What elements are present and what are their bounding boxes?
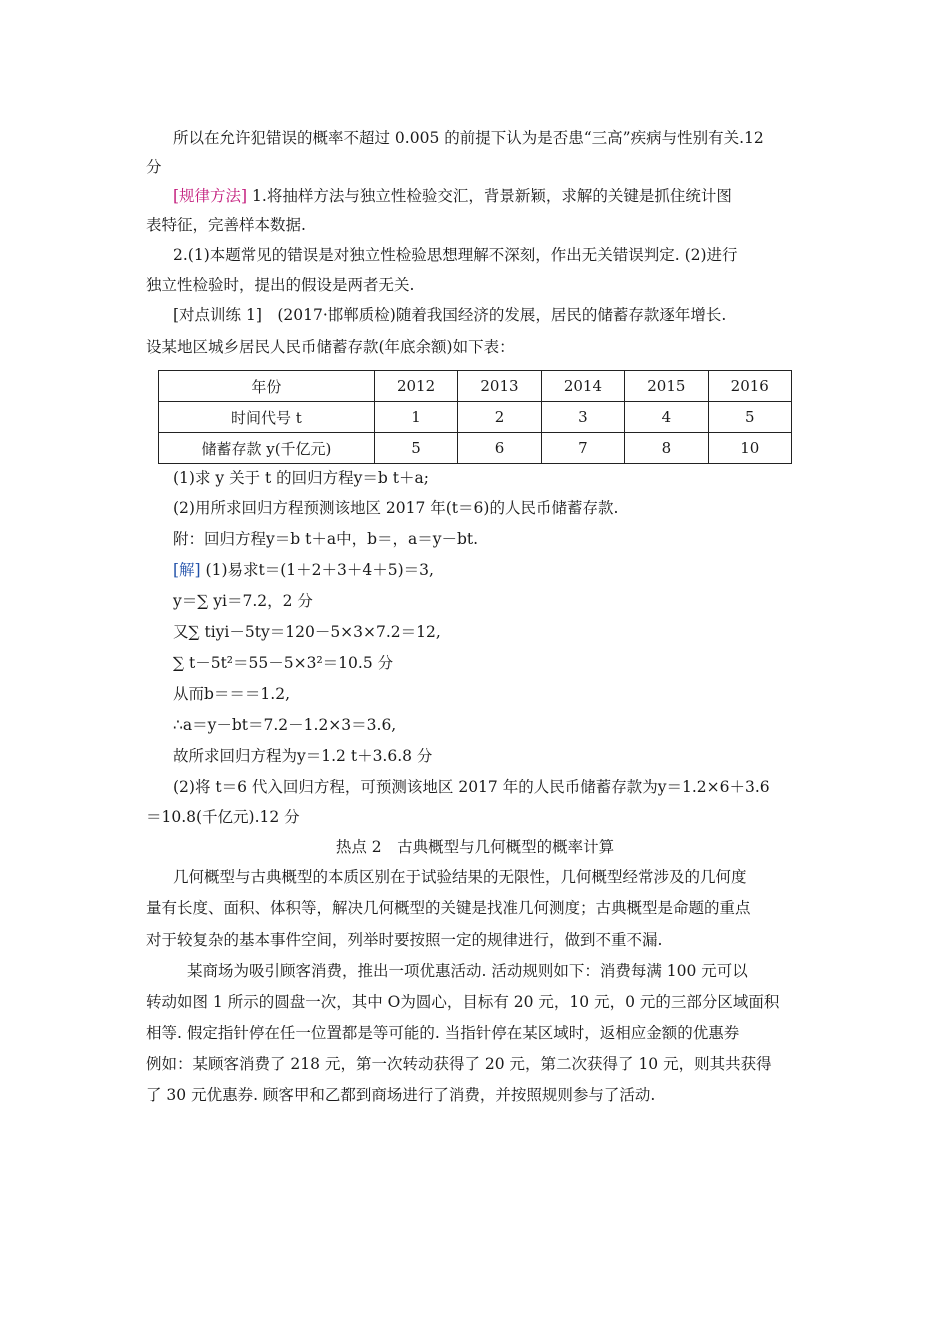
table-cell: 2016 [708, 371, 791, 402]
table-cell: 6 [458, 433, 541, 464]
solution-line-1 [173, 560, 434, 580]
table-cell: 7 [541, 433, 624, 464]
solution-tag: [解] [173, 561, 201, 579]
intro-line-2: 分 [146, 158, 162, 176]
table-cell: 3 [541, 402, 624, 433]
table-cell: 2014 [541, 371, 624, 402]
formula-note: 附：回归方程y＝b t＋a中，b＝，a＝y－bt. [173, 530, 479, 548]
table-cell: 1 [374, 402, 457, 433]
solution-line-6: ∴a＝y－bt＝7.2－1.2×3＝3.6, [173, 716, 397, 734]
section-paragraph-3: 对于较复杂的基本事件空间，列举时要按照一定的规律进行，做到不重不漏. [146, 931, 663, 949]
section-paragraph-2: 量有长度、面积、体积等，解决几何概型的关键是找准几何测度；古典概型是命题的重点 [146, 899, 751, 917]
solution-line-7: 故所求回归方程为y＝1.2 t＋3.6.8 分 [173, 747, 433, 765]
section-paragraph-1: 几何概型与古典概型的本质区别在于试验结果的无限性，几何概型经常涉及的几何度 [173, 868, 747, 886]
solution-line-9: ＝10.8(千亿元).12 分 [146, 808, 300, 826]
table-cell: 2015 [625, 371, 708, 402]
table-cell: 8 [625, 433, 708, 464]
table-cell: 2 [458, 402, 541, 433]
table-header-cell: 储蓄存款 y(千亿元) [159, 433, 375, 464]
question-2: (2)用所求回归方程预测该地区 2017 年(t＝6)的人民币储蓄存款. [173, 499, 619, 517]
problem-line-1: 某商场为吸引顾客消费，推出一项优惠活动. 活动规则如下：消费每满 100 元可以 [187, 962, 748, 980]
problem-line-5: 了 30 元优惠券. 顾客甲和乙都到商场进行了消费，并按照规则参与了活动. [146, 1086, 656, 1104]
table-row [159, 402, 792, 433]
question-1: (1)求 y 关于 t 的回归方程y＝b t＋a; [173, 469, 429, 487]
table-header-cell: 时间代号 t [159, 402, 375, 433]
exercise-line-1: [对点训练 1] (2017·邯郸质检)随着我国经济的发展，居民的储蓄存款逐年增长. [173, 306, 727, 324]
exercise-line-2: 设某地区城乡居民人民币储蓄存款(年底余额)如下表： [146, 338, 515, 356]
table-cell: 4 [625, 402, 708, 433]
problem-line-3: 相等. 假定指针停在任一位置都是等可能的. 当指针停在某区域时，返相应金额的优惠券 [146, 1024, 740, 1042]
table-row [159, 433, 792, 464]
solution-line-8: (2)将 t＝6 代入回归方程，可预测该地区 2017 年的人民币储蓄存款为y＝1.2×6＋3.6 [173, 778, 770, 796]
method-tag: [规律方法] [173, 187, 248, 205]
intro-line-1: 所以在允许犯错误的概率不超过 0.005 的前提下认为是否患“三高”疾病与性别有关.12 [173, 129, 764, 147]
solution-text: (1)易求t＝(1＋2＋3＋4＋5)＝3, [200, 561, 434, 579]
table-cell: 2012 [374, 371, 457, 402]
solution-line-4: ∑ t－5t²＝55－5×3²＝10.5 分 [173, 654, 394, 672]
solution-line-3: 又∑ tiyi－5ty＝120－5×3×7.2＝12, [173, 623, 441, 641]
problem-line-4: 例如：某顾客消费了 218 元，第一次转动获得了 20 元，第二次获得了 10 元，则其共获得 [146, 1055, 772, 1073]
savings-table [158, 370, 792, 464]
method-paragraph [173, 186, 732, 206]
table-row [159, 371, 792, 402]
section-heading: 热点 2 古典概型与几何概型的概率计算 [335, 838, 615, 856]
method-line-4: 独立性检验时，提出的假设是两者无关. [146, 276, 415, 294]
table-cell: 5 [708, 402, 791, 433]
problem-line-2: 转动如图 1 所示的圆盘一次，其中 O为圆心，目标有 20 元，10 元，0 元的三部分区域面积 [146, 993, 780, 1011]
method-line-2: 表特征，完善样本数据. [146, 216, 306, 234]
method-line-3: 2.(1)本题常见的错误是对独立性检验思想理解不深刻，作出无关错误判定. (2)进行 [173, 246, 738, 264]
solution-line-5: 从而b＝＝＝1.2, [173, 685, 290, 703]
solution-line-2: y＝∑ yi＝7.2，2 分 [173, 592, 313, 610]
table-cell: 5 [374, 433, 457, 464]
table-header-cell: 年份 [159, 371, 375, 402]
method-line-1: 1.将抽样方法与独立性检验交汇，背景新颖，求解的关键是抓住统计图 [247, 187, 732, 205]
table-cell: 10 [708, 433, 791, 464]
table-cell: 2013 [458, 371, 541, 402]
